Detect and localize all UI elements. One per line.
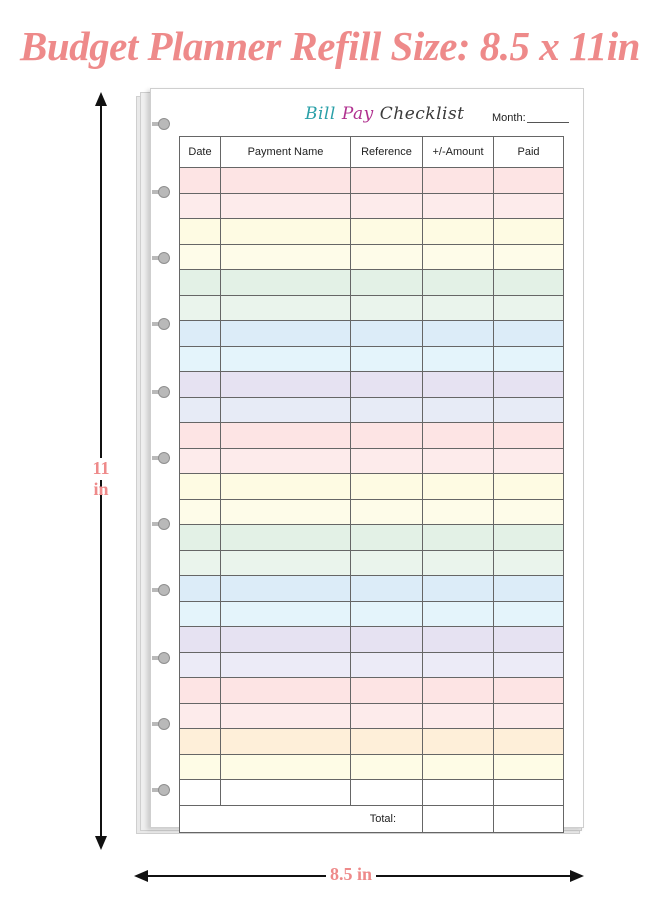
date-cell[interactable]: [180, 321, 221, 347]
reference-cell[interactable]: [351, 295, 423, 321]
amount-cell[interactable]: [423, 601, 494, 627]
date-cell[interactable]: [180, 499, 221, 525]
date-cell[interactable]: [180, 550, 221, 576]
date-cell[interactable]: [180, 423, 221, 449]
date-cell[interactable]: [180, 346, 221, 372]
paid-cell[interactable]: [494, 703, 564, 729]
paid-cell[interactable]: [494, 525, 564, 551]
table-row: [180, 474, 564, 500]
title-word-checklist: Checklist: [379, 104, 465, 124]
date-cell[interactable]: [180, 678, 221, 704]
amount-cell[interactable]: [423, 448, 494, 474]
payment-name-cell[interactable]: [221, 193, 351, 219]
payment-name-cell[interactable]: [221, 576, 351, 602]
payment-name-cell[interactable]: [221, 780, 351, 806]
paid-cell[interactable]: [494, 601, 564, 627]
reference-cell[interactable]: [351, 168, 423, 194]
amount-cell[interactable]: [423, 321, 494, 347]
reference-cell[interactable]: [351, 423, 423, 449]
month-label: Month:: [492, 112, 526, 124]
paid-cell[interactable]: [494, 423, 564, 449]
paid-cell[interactable]: [494, 627, 564, 653]
table-row: [180, 295, 564, 321]
table-row: [180, 601, 564, 627]
date-cell[interactable]: [180, 780, 221, 806]
payment-name-cell[interactable]: [221, 372, 351, 398]
table-row: [180, 754, 564, 780]
payment-name-cell[interactable]: [221, 423, 351, 449]
date-cell[interactable]: [180, 576, 221, 602]
payment-name-cell[interactable]: [221, 448, 351, 474]
arrow-down-icon: [95, 836, 107, 850]
binder-disc-hole-icon: [152, 718, 172, 730]
paid-cell[interactable]: [494, 474, 564, 500]
binder-disc-hole-icon: [152, 584, 172, 596]
table-row: [180, 499, 564, 525]
payment-name-cell[interactable]: [221, 295, 351, 321]
month-input-line: [527, 122, 569, 123]
paid-cell[interactable]: [494, 244, 564, 270]
date-cell[interactable]: [180, 397, 221, 423]
width-label: 8.5 in: [326, 864, 376, 886]
date-cell[interactable]: [180, 703, 221, 729]
payment-name-cell[interactable]: [221, 321, 351, 347]
payment-name-cell[interactable]: [221, 678, 351, 704]
table-row: [180, 678, 564, 704]
payment-name-cell[interactable]: [221, 219, 351, 245]
binder-disc-hole-icon: [152, 318, 172, 330]
date-cell[interactable]: [180, 372, 221, 398]
binder-disc-hole-icon: [152, 652, 172, 664]
binder-disc-hole-icon: [152, 518, 172, 530]
table-header-row: [180, 137, 564, 168]
reference-cell[interactable]: [351, 601, 423, 627]
month-field: [492, 112, 569, 124]
date-cell[interactable]: [180, 474, 221, 500]
arrow-left-icon: [134, 870, 148, 882]
table-row: [180, 576, 564, 602]
amount-cell[interactable]: [423, 754, 494, 780]
paid-cell[interactable]: [494, 397, 564, 423]
reference-cell[interactable]: [351, 576, 423, 602]
date-cell[interactable]: [180, 244, 221, 270]
reference-cell[interactable]: [351, 270, 423, 296]
reference-cell[interactable]: [351, 729, 423, 755]
binder-disc-hole-icon: [152, 452, 172, 464]
table-row: [180, 423, 564, 449]
payment-name-cell[interactable]: [221, 550, 351, 576]
paid-cell[interactable]: [494, 576, 564, 602]
paid-cell[interactable]: [494, 678, 564, 704]
column-header-date: Date: [180, 137, 221, 168]
table-row: [180, 270, 564, 296]
total-paid-cell[interactable]: [494, 805, 564, 832]
payment-name-cell[interactable]: [221, 729, 351, 755]
table-row: [180, 780, 564, 806]
table-row: [180, 346, 564, 372]
date-cell[interactable]: [180, 601, 221, 627]
amount-cell[interactable]: [423, 499, 494, 525]
paid-cell[interactable]: [494, 193, 564, 219]
binder-disc-hole-icon: [152, 784, 172, 796]
amount-cell[interactable]: [423, 576, 494, 602]
paid-cell[interactable]: [494, 448, 564, 474]
amount-cell[interactable]: [423, 550, 494, 576]
reference-cell[interactable]: [351, 244, 423, 270]
table-row: [180, 321, 564, 347]
reference-cell[interactable]: [351, 321, 423, 347]
date-cell[interactable]: [180, 627, 221, 653]
reference-cell[interactable]: [351, 397, 423, 423]
table-row: [180, 550, 564, 576]
date-cell[interactable]: [180, 448, 221, 474]
date-cell[interactable]: [180, 729, 221, 755]
paid-cell[interactable]: [494, 499, 564, 525]
reference-cell[interactable]: [351, 499, 423, 525]
date-cell[interactable]: [180, 525, 221, 551]
paid-cell[interactable]: [494, 780, 564, 806]
reference-cell[interactable]: [351, 754, 423, 780]
column-header-payment-name: Payment Name: [221, 137, 351, 168]
amount-cell[interactable]: [423, 193, 494, 219]
payment-name-cell[interactable]: [221, 168, 351, 194]
reference-cell[interactable]: [351, 678, 423, 704]
date-cell[interactable]: [180, 652, 221, 678]
table-row: [180, 168, 564, 194]
reference-cell[interactable]: [351, 193, 423, 219]
payment-name-cell[interactable]: [221, 754, 351, 780]
payment-name-cell[interactable]: [221, 627, 351, 653]
amount-cell[interactable]: [423, 729, 494, 755]
paid-cell[interactable]: [494, 346, 564, 372]
table-row: [180, 703, 564, 729]
total-row: [180, 805, 564, 832]
binder-disc-hole-icon: [152, 186, 172, 198]
total-amount-cell[interactable]: [423, 805, 494, 832]
payment-name-cell[interactable]: [221, 270, 351, 296]
paid-cell[interactable]: [494, 652, 564, 678]
table-row: [180, 372, 564, 398]
binder-disc-hole-icon: [152, 118, 172, 130]
table-row: [180, 627, 564, 653]
date-cell[interactable]: [180, 295, 221, 321]
amount-cell[interactable]: [423, 295, 494, 321]
payment-name-cell[interactable]: [221, 397, 351, 423]
paid-cell[interactable]: [494, 321, 564, 347]
paid-cell[interactable]: [494, 754, 564, 780]
paid-cell[interactable]: [494, 729, 564, 755]
amount-cell[interactable]: [423, 780, 494, 806]
date-cell[interactable]: [180, 168, 221, 194]
binder-disc-hole-icon: [152, 252, 172, 264]
paid-cell[interactable]: [494, 295, 564, 321]
table-row: [180, 193, 564, 219]
sheet-title: [305, 104, 465, 124]
date-cell[interactable]: [180, 193, 221, 219]
reference-cell[interactable]: [351, 627, 423, 653]
date-cell[interactable]: [180, 754, 221, 780]
amount-cell[interactable]: [423, 474, 494, 500]
paid-cell[interactable]: [494, 270, 564, 296]
paid-cell[interactable]: [494, 219, 564, 245]
reference-cell[interactable]: [351, 780, 423, 806]
bill-pay-table: [179, 136, 564, 833]
amount-cell[interactable]: [423, 703, 494, 729]
column-header-paid: Paid: [494, 137, 564, 168]
payment-name-cell[interactable]: [221, 601, 351, 627]
column-header-amount: +/-Amount: [423, 137, 494, 168]
payment-name-cell[interactable]: [221, 346, 351, 372]
reference-cell[interactable]: [351, 219, 423, 245]
reference-cell[interactable]: [351, 346, 423, 372]
table-row: [180, 652, 564, 678]
table-row: [180, 525, 564, 551]
amount-cell[interactable]: [423, 423, 494, 449]
date-cell[interactable]: [180, 270, 221, 296]
payment-name-cell[interactable]: [221, 652, 351, 678]
amount-cell[interactable]: [423, 652, 494, 678]
amount-cell[interactable]: [423, 678, 494, 704]
binder-disc-hole-icon: [152, 386, 172, 398]
arrow-right-icon: [570, 870, 584, 882]
table-row: [180, 397, 564, 423]
reference-cell[interactable]: [351, 372, 423, 398]
reference-cell[interactable]: [351, 448, 423, 474]
amount-cell[interactable]: [423, 270, 494, 296]
payment-name-cell[interactable]: [221, 525, 351, 551]
amount-cell[interactable]: [423, 525, 494, 551]
paid-cell[interactable]: [494, 168, 564, 194]
reference-cell[interactable]: [351, 550, 423, 576]
paid-cell[interactable]: [494, 372, 564, 398]
payment-name-cell[interactable]: [221, 703, 351, 729]
payment-name-cell[interactable]: [221, 244, 351, 270]
reference-cell[interactable]: [351, 474, 423, 500]
table-row: [180, 729, 564, 755]
title-word-bill: Bill: [305, 104, 336, 124]
height-label: 11 in: [84, 458, 118, 480]
reference-cell[interactable]: [351, 525, 423, 551]
amount-cell[interactable]: [423, 219, 494, 245]
date-cell[interactable]: [180, 219, 221, 245]
page-headline: Budget Planner Refill Size: 8.5 x 11in: [20, 23, 640, 69]
amount-cell[interactable]: [423, 346, 494, 372]
amount-cell[interactable]: [423, 168, 494, 194]
table-row: [180, 244, 564, 270]
amount-cell[interactable]: [423, 244, 494, 270]
table-row: [180, 448, 564, 474]
arrow-up-icon: [95, 92, 107, 106]
reference-cell[interactable]: [351, 652, 423, 678]
title-word-pay: Pay: [341, 104, 374, 124]
payment-name-cell[interactable]: [221, 499, 351, 525]
reference-cell[interactable]: [351, 703, 423, 729]
paid-cell[interactable]: [494, 550, 564, 576]
payment-name-cell[interactable]: [221, 474, 351, 500]
amount-cell[interactable]: [423, 627, 494, 653]
amount-cell[interactable]: [423, 397, 494, 423]
amount-cell[interactable]: [423, 372, 494, 398]
total-label: Total:: [180, 805, 423, 832]
column-header-reference: Reference: [351, 137, 423, 168]
table-row: [180, 219, 564, 245]
